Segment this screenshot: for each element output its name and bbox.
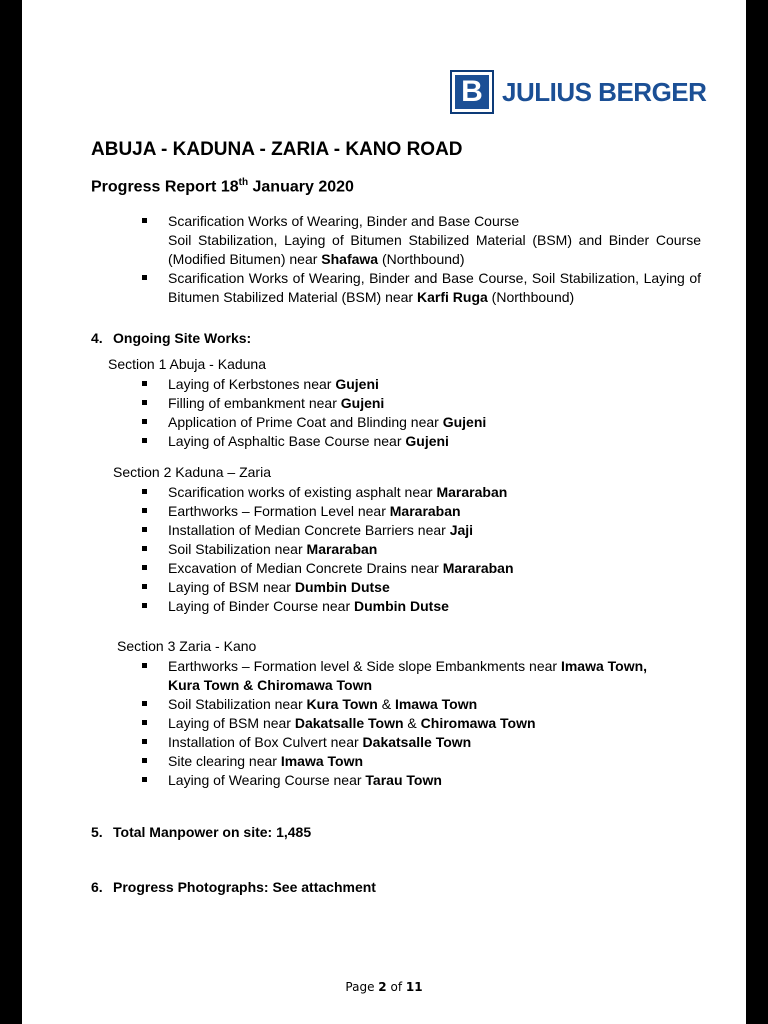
document-title: ABUJA - KADUNA - ZARIA - KANO ROAD	[91, 139, 463, 160]
report-title-prefix: Progress Report 18	[91, 178, 239, 196]
list-item: Laying of BSM near Dakatsalle Town & Chiromawa Town	[138, 714, 668, 733]
list-item: Installation of Median Concrete Barriers near Jaji	[138, 521, 514, 540]
section-6-heading	[91, 879, 376, 895]
section-5-heading	[91, 824, 311, 840]
list-item: Application of Prime Coat and Blinding near Gujeni	[138, 413, 486, 432]
section-2-list	[138, 483, 514, 616]
list-item: Scarification Works of Wearing, Binder and Base Course, Soil Stabilization, Laying of Bitumen Stabilized Material (BSM) near Karfi Ruga (Northbound)	[138, 269, 701, 307]
section-4-number: 4.	[91, 330, 103, 346]
list-item: Earthworks – Formation Level near Mararaban	[138, 502, 514, 521]
list-item: Laying of Asphaltic Base Course near Gujeni	[138, 432, 486, 451]
list-item: Soil Stabilization near Kura Town & Imawa Town	[138, 695, 668, 714]
report-title-sup: th	[238, 177, 249, 188]
list-item: Laying of BSM near Dumbin Dutse	[138, 578, 514, 597]
list-item: Installation of Box Culvert near Dakatsalle Town	[138, 733, 668, 752]
list-item: Scarification works of existing asphalt near Mararaban	[138, 483, 514, 502]
section-2-title: Section 2 Kaduna – Zaria	[113, 464, 271, 480]
list-item: Earthworks – Formation level & Side slope Embankments near Imawa Town, Kura Town & Chiromawa Town	[138, 657, 668, 695]
document-page	[22, 0, 746, 1024]
intro-list	[138, 212, 701, 307]
report-title-suffix: January 2020	[248, 178, 354, 196]
page-number: Page 2 of 11	[345, 980, 423, 994]
list-item: Filling of embankment near Gujeni	[138, 394, 486, 413]
list-item: Laying of Kerbstones near Gujeni	[138, 375, 486, 394]
section-5-label: Total Manpower on site: 1,485	[113, 824, 312, 840]
section-3-list	[138, 657, 668, 790]
logo-mark-letter: B	[455, 75, 489, 109]
list-item: Site clearing near Imawa Town	[138, 752, 668, 771]
list-item: Laying of Wearing Course near Tarau Town	[138, 771, 668, 790]
list-item: Laying of Binder Course near Dumbin Dutse	[138, 597, 514, 616]
section-5-number: 5.	[91, 824, 103, 840]
section-4-heading	[91, 330, 251, 346]
list-item-continuation: Soil Stabilization, Laying of Bitumen Stabilized Material (BSM) and Binder Course (Modified Bitumen) near Shafawa (Northbound)	[168, 232, 701, 267]
list-item: Scarification Works of Wearing, Binder and Base Course	[138, 212, 701, 231]
julius-berger-logo	[450, 68, 706, 116]
section-6-label: Progress Photographs: See attachment	[113, 879, 376, 895]
list-item: Soil Stabilization near Mararaban	[138, 540, 514, 559]
section-1-title: Section 1 Abuja - Kaduna	[108, 356, 267, 372]
section-3-title: Section 3 Zaria - Kano	[117, 638, 257, 654]
list-item: Excavation of Median Concrete Drains near Mararaban	[138, 559, 514, 578]
section-1-list	[138, 375, 486, 451]
logo-text: JULIUS BERGER	[502, 76, 707, 107]
section-4-label: Ongoing Site Works:	[113, 330, 252, 346]
report-title	[91, 177, 354, 196]
logo-mark-icon	[450, 70, 494, 114]
section-6-number: 6.	[91, 879, 103, 895]
